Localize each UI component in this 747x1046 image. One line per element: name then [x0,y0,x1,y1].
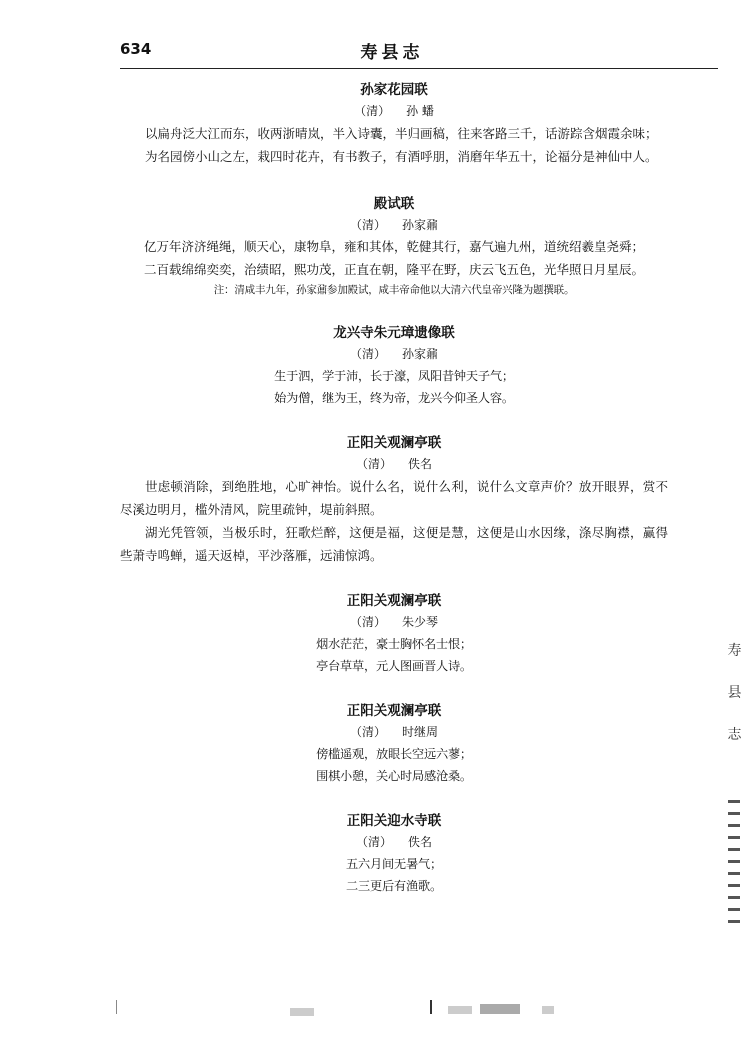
couplet-line: 烟水茫茫，豪士胸怀名士恨； [316,637,472,651]
section-author [120,831,668,853]
section-title: 正阳关迎水寺联 [346,813,442,829]
author-name: 孙 蟠 [406,104,434,118]
section-title: 正阳关观澜亭联 [346,593,442,609]
couplet-section [120,194,668,299]
couplet-line: 二百载绵绵奕奕，治绩昭，熙功茂，正直在朝，隆平在野，庆云飞五色，光华照日月星辰。 [143,261,644,277]
author-name: 佚名 [408,835,433,849]
couplet-line: 亭台草草，元人图画晋人诗。 [316,659,472,673]
couplet-line: 围棋小憩，关心时局感沧桑。 [316,769,472,783]
scan-artifacts [0,1000,747,1030]
page-number: 634 [120,40,152,58]
margin-tab [722,640,747,744]
couplet-line: 湖光凭管领，当极乐时，狂歌烂醉，这便是福，这便是慧，这便是山水因缘，涤尽胸襟，赢得些萧寺鸣蝉，遥天返棹，平沙落雁，远浦惊鸿。 [120,525,668,563]
couplet-line: 世虑顿消除，到绝胜地，心旷神怡。说什么名，说什么利，说什么文章声价？放开眼界，赏不尽溪边明月，槛外清风，院里疏钟，堤前斜照。 [120,479,668,517]
couplet-section [120,323,668,409]
section-author [120,453,668,475]
dynasty-label: （清） [349,615,386,629]
dynasty-label: （清） [355,835,392,849]
couplet-line: 二三更后有渔歌。 [346,879,442,893]
author-name: 孙家鼐 [402,347,439,361]
couplet-section [120,80,668,168]
author-name: 朱少琴 [402,615,439,629]
section-title: 殿试联 [373,196,415,212]
couplet-section [120,701,668,787]
couplet-line: 亿万年济济绳绳，顺天心，康物阜，雍和其体，乾健其行，嘉气遍九州，道统绍羲皇尧舜； [143,239,644,254]
section-author [120,611,668,633]
couplet-line: 始为僧，继为王，终为帝，龙兴今仰圣人容。 [274,391,514,405]
section-author [120,214,668,236]
dynasty-label: （清） [349,218,386,232]
margin-tab-char: 寿 [727,643,742,659]
couplet-section [120,433,668,567]
dynasty-label: （清） [355,457,392,471]
author-name: 孙家鼐 [402,218,439,232]
couplet-section [120,811,668,897]
margin-tab-char: 县 [727,685,742,701]
book-title: 寿县志 [360,43,424,63]
content-body [120,80,668,897]
author-name: 佚名 [408,457,433,471]
section-author [120,721,668,743]
couplet-line: 五六月间无暑气； [346,857,442,871]
dynasty-label: （清） [354,104,391,118]
couplet-section [120,591,668,677]
page-header [120,40,720,66]
couplet-line: 傍槛遥观，放眼长空远六蓼； [316,747,472,761]
couplet-line: 以扁舟泛大江而东，收两浙晴岚，半入诗囊，半归画稿，往来客路三千，话游踪含烟霞余味； [145,126,658,141]
section-title: 龙兴寺朱元璋遗像联 [333,325,455,341]
margin-scan-marks [728,800,740,930]
section-author [120,343,668,365]
dynasty-label: （清） [349,725,386,739]
section-title: 孙家花园联 [360,82,428,98]
header-rule [120,68,718,69]
section-title: 正阳关观澜亭联 [346,703,442,719]
couplet-line: 生于泗，学于沛，长于濠，凤阳昔钟天子气； [274,369,514,383]
section-title: 正阳关观澜亭联 [346,435,442,451]
couplet-line: 为名园傍小山之左，栽四时花卉，有书教子，有酒呼朋，消磨年华五十，论福分是神仙中人。 [145,149,658,164]
margin-tab-char: 志 [727,727,742,743]
footnote: 注：清咸丰九年，孙家鼐参加殿试，咸丰帝命他以大清六代皇帝兴隆为题撰联。 [213,284,575,296]
dynasty-label: （清） [349,347,386,361]
author-name: 时继周 [402,725,439,739]
section-author [120,100,668,122]
